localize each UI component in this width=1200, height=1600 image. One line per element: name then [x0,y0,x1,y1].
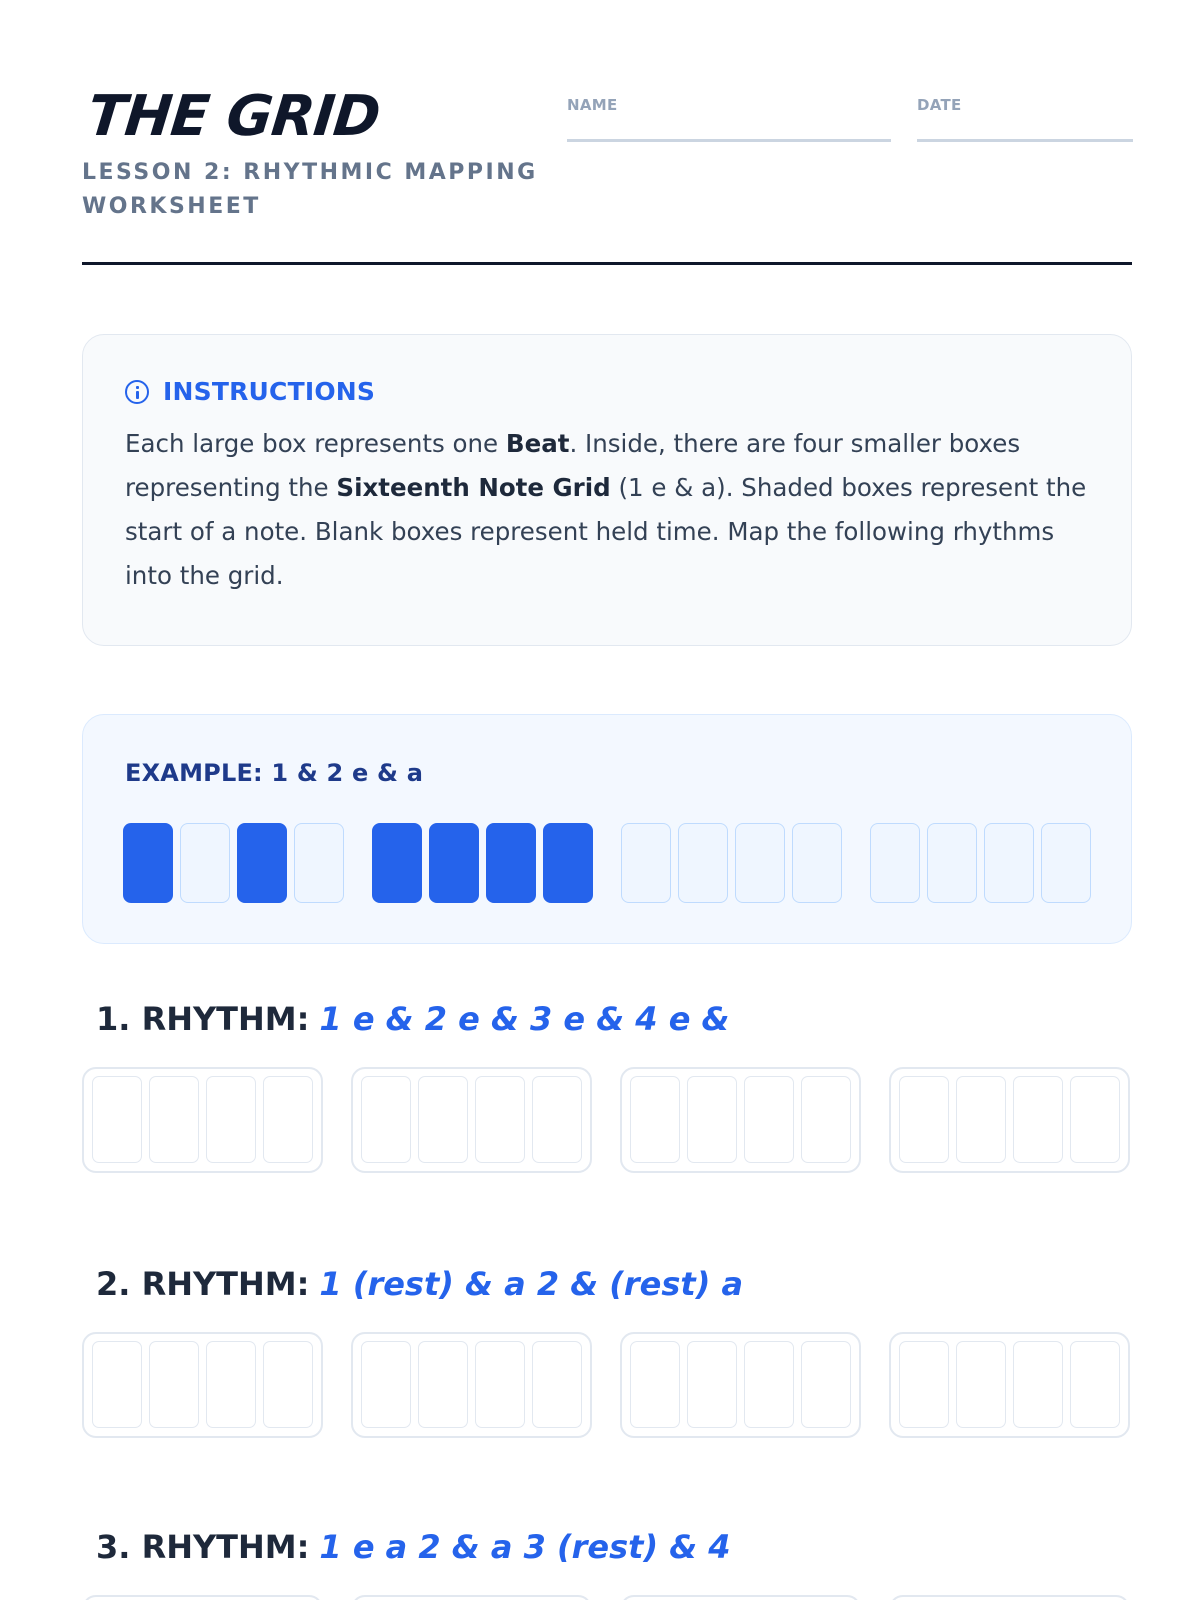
exercise-grid [82,1067,1130,1173]
instructions-text-part: Each large box represents one [125,429,506,458]
example-grid [123,823,1091,903]
instructions-text-part: (1 e & a). Shaded boxes represent the start of a note. Blank boxes represent held time. Map the following rhythms into the grid. [125,473,1087,590]
sixteenth-cell[interactable] [899,1076,949,1163]
sixteenth-cell[interactable] [801,1076,851,1163]
date-label: DATE [917,96,962,114]
example-cell-shaded [543,823,593,903]
beat-box [620,1332,861,1438]
example-cell-blank [678,823,728,903]
example-label: EXAMPLE: 1 & 2 e & a [125,759,424,787]
exercise-title [96,1000,729,1038]
sixteenth-cell[interactable] [475,1341,525,1428]
exercise-number: 1. RHYTHM: [96,1000,310,1038]
example-cell-shaded [123,823,173,903]
sixteenth-cell[interactable] [1013,1076,1063,1163]
header-divider [82,262,1132,265]
sixteenth-cell[interactable] [744,1076,794,1163]
sixteenth-cell[interactable] [475,1076,525,1163]
worksheet-header [82,0,1132,266]
example-beat [123,823,344,903]
sixteenth-cell[interactable] [206,1341,256,1428]
sixteenth-cell[interactable] [1013,1341,1063,1428]
date-field[interactable] [917,96,1133,142]
lesson-subtitle: LESSON 2: RHYTHMIC MAPPING WORKSHEET [82,160,538,219]
example-cell-blank [1041,823,1091,903]
example-cell-blank [792,823,842,903]
beat-box [620,1067,861,1173]
beat-box [82,1067,323,1173]
instructions-bold-beat: Beat [505,429,570,458]
sixteenth-cell[interactable] [263,1076,313,1163]
beat-box [889,1067,1130,1173]
sixteenth-cell[interactable] [956,1341,1006,1428]
sixteenth-cell[interactable] [418,1076,468,1163]
example-cell-blank [180,823,230,903]
example-cell-blank [621,823,671,903]
sixteenth-cell[interactable] [801,1341,851,1428]
instructions-heading-row [125,377,1091,406]
exercise-number: 2. RHYTHM: [96,1265,310,1303]
worksheet-page [82,0,1132,1566]
example-beat [870,823,1091,903]
sixteenth-cell[interactable] [899,1341,949,1428]
example-panel [82,714,1132,944]
beat-box [351,1067,592,1173]
sixteenth-cell[interactable] [92,1341,142,1428]
exercise-grid [82,1595,1130,1600]
sixteenth-cell[interactable] [418,1341,468,1428]
beat-box [620,1595,861,1600]
exercise-rhythm: 1 (rest) & a 2 & (rest) a [319,1265,744,1303]
exercise-number: 3. RHYTHM: [96,1528,310,1566]
beat-box [889,1595,1130,1600]
example-cell-blank [984,823,1034,903]
instructions-text-part: . Inside, there are four smaller boxes representing the [125,429,1021,502]
sixteenth-cell[interactable] [1070,1341,1120,1428]
beat-box [889,1332,1130,1438]
sixteenth-cell[interactable] [361,1076,411,1163]
exercise-rhythm: 1 e a 2 & a 3 (rest) & 4 [319,1528,731,1566]
example-beat [621,823,842,903]
exercise-rhythm: 1 e & 2 e & 3 e & 4 e & [319,1000,730,1038]
example-cell-blank [870,823,920,903]
sixteenth-cell[interactable] [532,1076,582,1163]
sixteenth-cell[interactable] [956,1076,1006,1163]
example-cell-shaded [486,823,536,903]
instructions-heading: INSTRUCTIONS [163,377,376,406]
sixteenth-cell[interactable] [1070,1076,1120,1163]
sixteenth-cell[interactable] [206,1076,256,1163]
sixteenth-cell[interactable] [630,1341,680,1428]
sixteenth-cell[interactable] [263,1341,313,1428]
exercise-title [96,1265,743,1303]
example-cell-shaded [237,823,287,903]
instructions-panel [82,334,1132,646]
name-label: NAME [567,96,618,114]
sixteenth-cell[interactable] [687,1076,737,1163]
example-beat [372,823,593,903]
beat-box [351,1595,592,1600]
exercise-title [96,1528,731,1566]
info-icon [125,380,149,404]
example-cell-shaded [429,823,479,903]
beat-box [82,1595,323,1600]
sixteenth-cell[interactable] [687,1341,737,1428]
exercise-grid [82,1332,1130,1438]
beat-box [82,1332,323,1438]
sixteenth-cell[interactable] [149,1076,199,1163]
sixteenth-cell[interactable] [92,1076,142,1163]
sixteenth-cell[interactable] [532,1341,582,1428]
sixteenth-cell[interactable] [630,1076,680,1163]
sixteenth-cell[interactable] [149,1341,199,1428]
example-cell-blank [927,823,977,903]
instructions-bold-grid: Sixteenth Note Grid [336,473,611,502]
example-cell-shaded [372,823,422,903]
sixteenth-cell[interactable] [744,1341,794,1428]
sixteenth-cell[interactable] [361,1341,411,1428]
example-cell-blank [294,823,344,903]
worksheet-title: THE GRID [84,84,383,149]
beat-box [351,1332,592,1438]
name-field[interactable] [567,96,891,142]
example-cell-blank [735,823,785,903]
instructions-text [125,422,1091,598]
